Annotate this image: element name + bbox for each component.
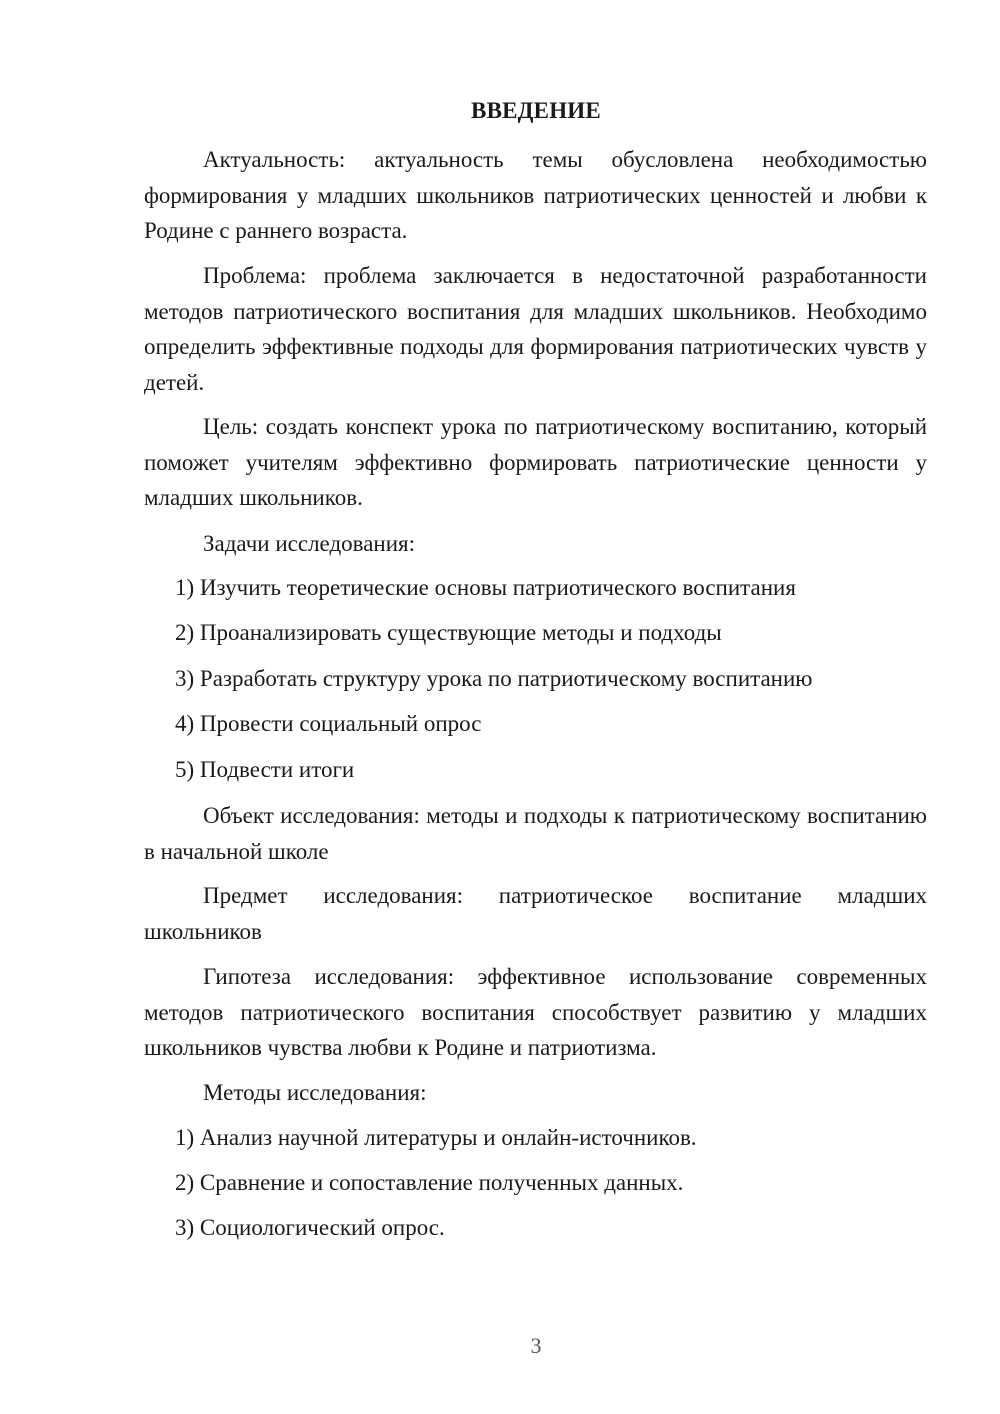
task-item: 1) Изучить теоретические основы патриотического воспитания <box>175 575 796 600</box>
subject-paragraph: Предмет исследования: патриотическое воспитание младших школьников <box>144 883 927 944</box>
task-item: 2) Проанализировать существующие методы и подходы <box>175 620 722 645</box>
page-number: 3 <box>530 1333 542 1358</box>
goal-paragraph: Цель: создать конспект урока по патриотическому воспитанию, который поможет учителям эффективно формировать патриотические ценности у младших школьников. <box>144 414 927 510</box>
hypothesis-paragraph: Гипотеза исследования: эффективное использование современных методов патриотического воспитания способствует развитию у младших школьников чувства любви к Родине и патриотизма. <box>144 964 927 1060</box>
method-item: 2) Сравнение и сопоставление полученных данных. <box>175 1170 684 1195</box>
task-item: 5) Подвести итоги <box>175 757 355 782</box>
problem-paragraph: Проблема: проблема заключается в недостаточной разработанности методов патриотического воспитания для младших школьников. Необходимо определить эффективные подходы для формирования патриотических чувств у детей. <box>144 263 927 395</box>
method-item: 3) Социологический опрос. <box>175 1215 445 1240</box>
task-item: 4) Провести социальный опрос <box>175 711 482 736</box>
relevance-paragraph: Актуальность: актуальность темы обусловлена необходимостью формирования у младших школьников патриотических ценностей и любви к Родине с раннего возраста. <box>144 147 927 243</box>
task-item: 3) Разработать структуру урока по патриотическому воспитанию <box>175 666 813 691</box>
tasks-heading: Задачи исследования: <box>203 531 416 556</box>
object-paragraph: Объект исследования: методы и подходы к патриотическому воспитанию в начальной школе <box>144 803 927 864</box>
page-title: ВВЕДЕНИЕ <box>471 98 601 123</box>
methods-heading: Методы исследования: <box>203 1080 427 1105</box>
method-item: 1) Анализ научной литературы и онлайн-источников. <box>175 1125 697 1150</box>
